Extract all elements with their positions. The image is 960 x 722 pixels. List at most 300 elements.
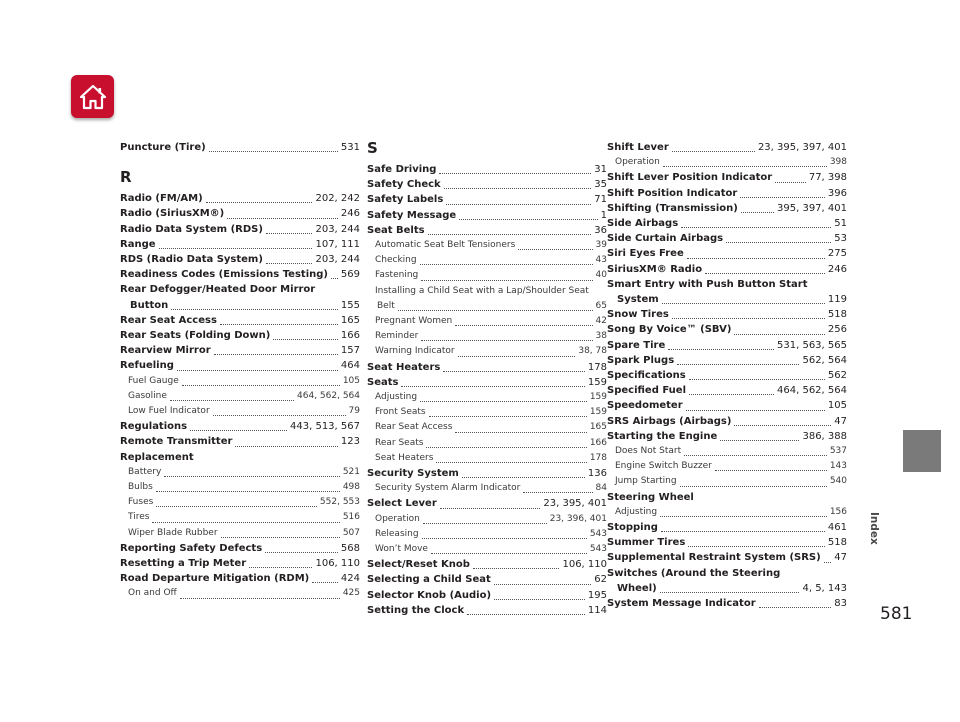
entry-term: Rear Seat Access — [120, 314, 217, 326]
leader-dots — [182, 385, 340, 386]
index-subentry[interactable] — [367, 329, 607, 344]
index-entry[interactable] — [607, 201, 847, 216]
entry-pages[interactable]: 39 — [595, 240, 607, 251]
entry-pages[interactable]: 165 — [589, 422, 607, 433]
leader-dots — [689, 379, 825, 380]
index-entry[interactable] — [120, 556, 360, 571]
entry-term: Releasing — [375, 528, 419, 539]
entry-pages[interactable]: 114 — [587, 604, 607, 616]
entry-term-continued: System — [617, 294, 659, 306]
leader-dots — [429, 416, 587, 417]
index-subentry[interactable] — [367, 284, 607, 299]
entry-term: Checking — [375, 255, 417, 266]
index-subentry[interactable] — [607, 459, 847, 474]
entry-pages[interactable]: 105 — [827, 400, 847, 412]
entry-term: Security System Alarm Indicator — [375, 483, 521, 494]
entry-term: Resetting a Trip Meter — [120, 558, 247, 570]
entry-term-continued: Button — [130, 299, 169, 311]
index-entry[interactable] — [120, 343, 360, 358]
entry-pages[interactable]: 23, 396, 401 — [549, 513, 607, 524]
index-entry[interactable] — [367, 466, 607, 481]
leader-dots — [331, 278, 338, 279]
entry-term: Shift Position Indicator — [607, 187, 738, 199]
entry-pages[interactable]: 275 — [827, 248, 847, 260]
entry-pages[interactable]: 77, 398 — [808, 172, 847, 184]
leader-dots — [190, 430, 287, 431]
index-subentry[interactable] — [607, 155, 847, 170]
leader-dots — [687, 258, 825, 259]
index-entry[interactable] — [120, 571, 360, 586]
leader-dots — [273, 339, 338, 340]
entry-pages[interactable]: 562 — [827, 370, 847, 382]
entry-pages[interactable]: 156 — [829, 506, 847, 517]
entry-pages[interactable]: 143 — [829, 461, 847, 472]
entry-pages[interactable]: 36 — [594, 224, 607, 236]
entry-term: Pregnant Women — [375, 316, 453, 327]
entry-term: Remote Transmitter — [120, 436, 233, 448]
index-entry[interactable] — [120, 541, 360, 556]
index-entry[interactable] — [367, 375, 607, 390]
leader-dots — [159, 248, 313, 249]
index-entry[interactable] — [607, 353, 847, 368]
index-entry[interactable] — [607, 566, 847, 581]
index-entry[interactable] — [607, 535, 847, 550]
entry-term: Regulations — [120, 421, 188, 433]
leader-dots — [312, 582, 338, 583]
leader-dots — [677, 364, 799, 365]
entry-pages[interactable]: 51 — [834, 218, 847, 230]
leader-dots — [824, 562, 832, 563]
entry-pages[interactable]: 119 — [827, 294, 847, 306]
entry-term: Fuel Gauge — [128, 375, 179, 386]
entry-term: Smart Entry with Push Button Start — [607, 278, 808, 290]
index-entry[interactable] — [120, 328, 360, 343]
entry-term: Front Seats — [375, 407, 426, 418]
entry-pages[interactable]: 106, 110 — [562, 559, 607, 571]
entry-term: Adjusting — [375, 392, 418, 403]
entry-term: Stopping — [607, 522, 658, 534]
entry-term: Fastening — [375, 270, 419, 281]
leader-dots — [420, 401, 587, 402]
index-subentry[interactable] — [120, 374, 360, 389]
index-subentry[interactable] — [607, 505, 847, 520]
index-subentry[interactable] — [367, 238, 607, 253]
leader-dots — [444, 188, 592, 189]
index-entry[interactable] — [607, 398, 847, 413]
index-entry[interactable] — [120, 206, 360, 221]
index-entry[interactable] — [367, 162, 607, 177]
entry-pages[interactable]: 136 — [587, 468, 607, 480]
entry-term: Radio (FM/AM) — [120, 193, 203, 205]
home-icon — [78, 83, 108, 111]
entry-pages[interactable]: 531, 563, 565 — [777, 339, 847, 351]
index-entry[interactable] — [607, 186, 847, 201]
entry-pages[interactable]: 155 — [340, 299, 360, 311]
leader-dots — [266, 233, 313, 234]
entry-term: Refueling — [120, 360, 174, 372]
index-subentry[interactable] — [367, 527, 607, 542]
index-entry[interactable] — [607, 550, 847, 565]
entry-term: Radio Data System (RDS) — [120, 223, 263, 235]
index-entry[interactable] — [367, 572, 607, 587]
index-entry[interactable] — [120, 191, 360, 206]
entry-pages[interactable]: 395, 397, 401 — [777, 202, 847, 214]
index-subentry[interactable] — [120, 495, 360, 510]
leader-dots — [421, 280, 592, 281]
entry-term: Rear Seat Access — [375, 422, 453, 433]
entry-pages[interactable]: 62 — [594, 574, 607, 586]
index-entry[interactable] — [120, 140, 360, 155]
entry-term: Select/Reset Knob — [367, 559, 470, 571]
index-subentry[interactable] — [367, 512, 607, 527]
home-button[interactable] — [71, 75, 114, 118]
index-entry-continued[interactable] — [120, 298, 360, 313]
entry-term: Battery — [128, 466, 162, 477]
entry-pages[interactable]: 23, 395, 397, 401 — [757, 142, 847, 153]
index-subentry[interactable] — [367, 436, 607, 451]
leader-dots — [494, 584, 591, 585]
entry-term: System Message Indicator — [607, 598, 756, 610]
entry-pages[interactable]: 166 — [340, 330, 360, 342]
entry-pages[interactable]: 443, 513, 567 — [290, 421, 360, 433]
entry-pages[interactable]: 562, 564 — [802, 354, 847, 366]
entry-term: Shift Lever Position Indicator — [607, 172, 773, 184]
index-subentry[interactable] — [367, 253, 607, 268]
entry-pages[interactable]: 518 — [827, 309, 847, 321]
index-subentry[interactable] — [367, 451, 607, 466]
index-entry[interactable] — [367, 177, 607, 192]
index-subentry[interactable] — [607, 444, 847, 459]
entry-pages[interactable]: 396 — [827, 187, 847, 199]
index-entry[interactable] — [367, 496, 607, 511]
leader-dots — [206, 202, 313, 203]
index-entry[interactable] — [607, 246, 847, 261]
entry-term: Jump Starting — [615, 476, 677, 487]
entry-pages[interactable]: 202, 242 — [315, 193, 360, 205]
index-entry[interactable] — [367, 208, 607, 223]
entry-pages[interactable]: 23, 395, 401 — [543, 498, 607, 510]
index-entry[interactable] — [367, 192, 607, 207]
index-subentry[interactable] — [120, 510, 360, 525]
entry-pages[interactable]: 246 — [340, 208, 360, 220]
index-subentry[interactable] — [367, 481, 607, 496]
entry-pages[interactable]: 568 — [340, 542, 360, 554]
section-letter: R — [120, 168, 132, 187]
leader-dots — [494, 599, 585, 600]
index-entry[interactable] — [607, 338, 847, 353]
leader-dots — [455, 432, 586, 433]
leader-dots — [443, 371, 585, 372]
entry-pages[interactable]: 543 — [589, 528, 607, 539]
index-entry[interactable] — [120, 282, 360, 297]
index-entry[interactable] — [120, 434, 360, 449]
entry-pages[interactable]: 79 — [348, 406, 360, 417]
entry-pages[interactable]: 203, 244 — [315, 223, 360, 235]
entry-term: Won’t Move — [375, 544, 428, 555]
entry-term: Shift Lever — [607, 142, 669, 153]
index-entry[interactable] — [120, 267, 360, 282]
leader-dots — [662, 303, 825, 304]
entry-pages[interactable]: 123 — [340, 436, 360, 448]
section-letter: S — [367, 139, 378, 157]
entry-term: Safety Message — [367, 209, 457, 221]
entry-pages[interactable]: 166 — [589, 437, 607, 448]
entry-term-continued: Wheel) — [617, 582, 657, 594]
leader-dots — [426, 447, 586, 448]
entry-pages[interactable]: 47 — [834, 415, 847, 427]
index-entry[interactable] — [367, 557, 607, 572]
entry-pages[interactable]: 256 — [827, 324, 847, 336]
entry-pages[interactable]: 178 — [587, 361, 607, 373]
page-number: 581 — [880, 604, 913, 624]
index-subentry[interactable] — [367, 420, 607, 435]
leader-dots — [458, 356, 576, 357]
entry-pages[interactable]: 498 — [342, 482, 360, 493]
index-entry[interactable] — [607, 368, 847, 383]
leader-dots — [759, 607, 832, 608]
entry-pages[interactable]: 53 — [834, 233, 847, 245]
entry-pages[interactable]: 84 — [595, 483, 607, 494]
index-entry[interactable] — [367, 603, 607, 618]
entry-pages[interactable]: 398 — [829, 157, 847, 168]
leader-dots — [422, 538, 587, 539]
entry-pages[interactable]: 531 — [340, 142, 360, 153]
leader-dots — [668, 349, 774, 350]
index-entry[interactable] — [607, 216, 847, 231]
index-column-1 — [120, 140, 360, 602]
index-entry-continued[interactable] — [607, 292, 847, 307]
entry-term: Engine Switch Buzzer — [615, 461, 712, 472]
index-subentry[interactable] — [120, 465, 360, 480]
entry-pages[interactable]: 83 — [834, 598, 847, 610]
index-entry[interactable] — [120, 419, 360, 434]
index-subentry[interactable] — [120, 586, 360, 601]
index-subentry[interactable] — [367, 268, 607, 283]
entry-pages[interactable]: 195 — [587, 589, 607, 601]
leader-dots — [680, 486, 827, 487]
leader-dots — [213, 415, 346, 416]
index-entry[interactable] — [367, 360, 607, 375]
index-entry-continued[interactable] — [607, 581, 847, 596]
index-entry[interactable] — [607, 429, 847, 444]
leader-dots — [420, 264, 593, 265]
entry-term: Seat Heaters — [375, 452, 434, 463]
entry-pages[interactable]: 461 — [827, 522, 847, 534]
index-subentry[interactable] — [120, 404, 360, 419]
leader-dots — [209, 151, 338, 152]
entry-term: Shifting (Transmission) — [607, 202, 738, 214]
entry-pages[interactable]: 543 — [589, 544, 607, 555]
leader-dots — [523, 492, 592, 493]
index-subentry[interactable] — [607, 474, 847, 489]
leader-dots — [220, 324, 338, 325]
leader-dots — [214, 354, 338, 355]
leader-dots — [467, 614, 585, 615]
entry-term: SRS Airbags (Airbags) — [607, 415, 732, 427]
index-subentry[interactable] — [120, 480, 360, 495]
entry-term: Side Airbags — [607, 218, 679, 230]
index-subentry[interactable] — [367, 542, 607, 557]
entry-pages[interactable]: 71 — [594, 194, 607, 206]
entry-pages[interactable]: 31 — [594, 164, 607, 175]
index-entry-steering-wheel[interactable]: Steering Wheel — [607, 491, 694, 503]
entry-pages[interactable]: 40 — [595, 270, 607, 281]
entry-term: Song By Voice™ (SBV) — [607, 324, 732, 336]
index-entry[interactable] — [607, 262, 847, 277]
index-entry[interactable] — [607, 140, 847, 155]
entry-pages[interactable]: 464, 562, 564 — [297, 390, 360, 401]
index-entry-continued[interactable] — [367, 299, 607, 314]
index-subentry[interactable] — [367, 390, 607, 405]
entry-pages[interactable]: 38, 78 — [578, 346, 607, 357]
leader-dots — [180, 598, 340, 599]
entry-pages[interactable]: 537 — [829, 446, 847, 457]
entry-pages[interactable]: 159 — [589, 407, 607, 418]
index-subentry[interactable] — [120, 526, 360, 541]
entry-pages[interactable]: 105 — [342, 375, 360, 386]
entry-pages[interactable]: 425 — [342, 588, 360, 599]
index-entry[interactable] — [607, 322, 847, 337]
leader-dots — [235, 446, 337, 447]
index-entry[interactable] — [607, 414, 847, 429]
entry-term: Seat Heaters — [367, 361, 441, 373]
entry-pages[interactable]: 552, 553 — [319, 497, 360, 508]
leader-dots — [462, 477, 585, 478]
entry-pages[interactable]: 106, 110 — [315, 558, 360, 570]
leader-dots — [170, 400, 294, 401]
leader-dots — [431, 553, 587, 554]
leader-dots — [266, 263, 313, 264]
index-subentry[interactable] — [120, 389, 360, 404]
entry-term: Bulbs — [128, 482, 153, 493]
index-entry[interactable] — [607, 307, 847, 322]
leader-dots — [439, 173, 591, 174]
leader-dots — [455, 325, 592, 326]
entry-pages[interactable]: 42 — [595, 316, 607, 327]
leader-dots — [661, 531, 825, 532]
index-entry[interactable] — [607, 596, 847, 611]
entry-term: Seats — [367, 376, 399, 388]
leader-dots — [398, 310, 593, 311]
leader-dots — [734, 334, 824, 335]
entry-pages[interactable]: 35 — [594, 179, 607, 191]
entry-pages[interactable]: 165 — [340, 314, 360, 326]
leader-dots — [726, 242, 831, 243]
leader-dots — [660, 516, 827, 517]
entry-term: Rearview Mirror — [120, 345, 211, 357]
leader-dots — [720, 440, 799, 441]
entry-term: Security System — [367, 468, 459, 480]
index-subentry[interactable] — [367, 405, 607, 420]
index-subentry[interactable] — [367, 344, 607, 359]
entry-pages[interactable]: 424 — [340, 573, 360, 585]
entry-pages[interactable]: 107, 111 — [315, 238, 360, 250]
index-entry[interactable] — [607, 277, 847, 292]
entry-pages[interactable]: 203, 244 — [315, 254, 360, 266]
entry-term: Road Departure Mitigation (RDM) — [120, 573, 310, 585]
entry-pages[interactable]: 47 — [834, 552, 847, 564]
leader-dots — [265, 552, 338, 553]
leader-dots — [436, 462, 586, 463]
entry-term: Readiness Codes (Emissions Testing) — [120, 269, 328, 281]
leader-dots — [740, 197, 825, 198]
index-tab[interactable] — [903, 430, 941, 472]
entry-pages[interactable]: 43 — [595, 255, 607, 266]
entry-term: Wiper Blade Rubber — [128, 527, 218, 538]
index-entry[interactable] — [120, 252, 360, 267]
entry-pages[interactable]: 1 — [600, 209, 607, 221]
entry-pages[interactable]: 540 — [829, 476, 847, 487]
entry-pages[interactable]: 159 — [587, 376, 607, 388]
entry-pages[interactable]: 65 — [595, 300, 607, 311]
entry-term: Seat Belts — [367, 224, 425, 236]
entry-term: Summer Tires — [607, 537, 686, 549]
entry-term: Fuses — [128, 497, 154, 508]
entry-term: Reporting Safety Defects — [120, 542, 263, 554]
entry-pages[interactable]: 464 — [340, 360, 360, 372]
entry-pages[interactable]: 159 — [589, 392, 607, 403]
entry-term: Automatic Seat Belt Tensioners — [375, 240, 516, 251]
entry-term: RDS (Radio Data System) — [120, 254, 263, 266]
entry-term: Rear Defogger/Heated Door Mirror — [120, 284, 316, 296]
index-entry-replacement[interactable]: Replacement — [120, 451, 194, 463]
entry-pages[interactable]: 521 — [342, 466, 360, 477]
leader-dots — [473, 568, 560, 569]
index-entry[interactable] — [120, 358, 360, 373]
index-entry[interactable] — [607, 383, 847, 398]
entry-term: Spark Plugs — [607, 354, 675, 366]
entry-pages[interactable]: 569 — [340, 269, 360, 281]
entry-term: Safe Driving — [367, 164, 437, 175]
entry-pages[interactable]: 178 — [589, 452, 607, 463]
leader-dots — [156, 491, 340, 492]
entry-pages[interactable]: 38 — [595, 331, 607, 342]
entry-pages[interactable]: 464, 562, 564 — [777, 385, 847, 397]
entry-pages[interactable]: 518 — [827, 537, 847, 549]
index-subentry[interactable] — [367, 314, 607, 329]
leader-dots — [164, 476, 340, 477]
leader-dots — [734, 425, 831, 426]
entry-term: Installing a Child Seat with a Lap/Shoulder Seat — [375, 285, 589, 296]
entry-pages[interactable]: 246 — [827, 263, 847, 275]
index-entry[interactable] — [607, 520, 847, 535]
leader-dots — [688, 546, 825, 547]
leader-dots — [689, 394, 774, 395]
index-entry[interactable] — [607, 231, 847, 246]
entry-term: Reminder — [375, 331, 419, 342]
index-entry[interactable] — [120, 222, 360, 237]
entry-pages[interactable]: 4, 5, 143 — [802, 582, 847, 594]
entry-term: Supplemental Restraint System (SRS) — [607, 552, 821, 564]
index-entry[interactable] — [120, 313, 360, 328]
leader-dots — [663, 166, 827, 167]
entry-term: Selector Knob (Audio) — [367, 589, 492, 601]
entry-term: Setting the Clock — [367, 604, 465, 616]
entry-pages[interactable]: 507 — [342, 527, 360, 538]
entry-term: Select Lever — [367, 498, 437, 510]
entry-term: Starting the Engine — [607, 430, 718, 442]
index-entry[interactable] — [367, 223, 607, 238]
leader-dots — [705, 273, 825, 274]
entry-pages[interactable]: 516 — [342, 512, 360, 523]
index-entry[interactable] — [120, 237, 360, 252]
entry-pages[interactable]: 157 — [340, 345, 360, 357]
entry-pages[interactable]: 386, 388 — [802, 430, 847, 442]
index-entry[interactable] — [367, 588, 607, 603]
leader-dots — [227, 218, 338, 219]
index-entry[interactable] — [607, 170, 847, 185]
entry-term: Adjusting — [615, 506, 658, 517]
